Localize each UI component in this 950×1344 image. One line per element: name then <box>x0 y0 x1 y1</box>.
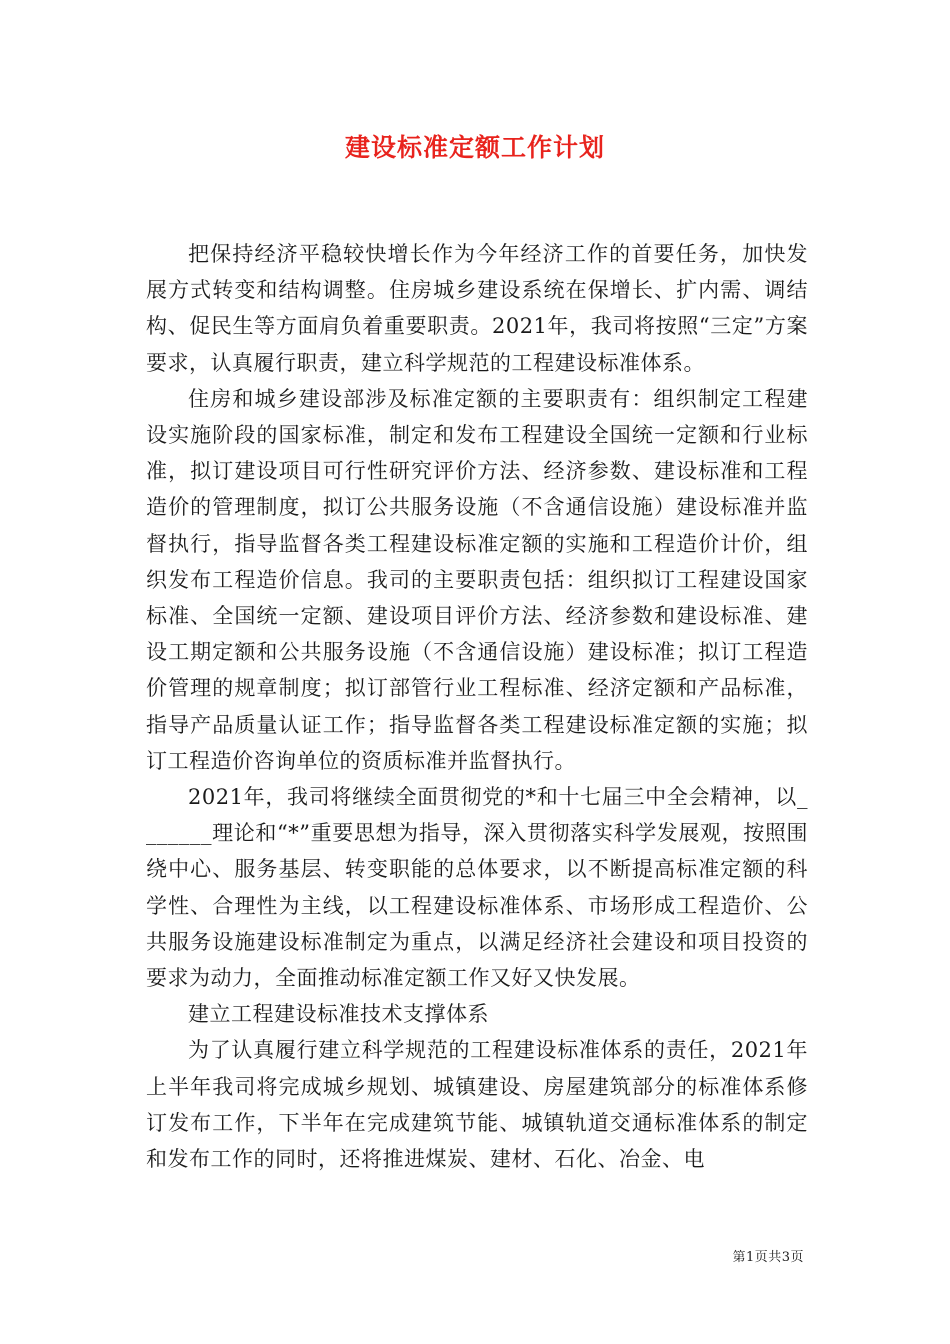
document-body <box>146 236 808 1177</box>
paragraph-4: 为了认真履行建立科学规范的工程建设标准体系的责任，2021年上半年我司将完成城乡规划、城镇建设、房屋建筑部分的标准体系修订发布工作，下半年在完成建筑节能、城镇轨道交通标准体系的制定和发布工作的同时，还将推进煤炭、建材、石化、冶金、电 <box>146 1038 808 1172</box>
document-title: 建设标准定额工作计划 <box>344 133 605 162</box>
paragraph-2: 住房和城乡建设部涉及标准定额的主要职责有：组织制定工程建设实施阶段的国家标准，制定和发布工程建设全国统一定额和行业标准，拟订建设项目可行性研究评价方法、经济参数、建设标准和工程造价的管理制度，拟订公共服务设施（不含通信设施）建设标准并监督执行，指导监督各类工程建设标准定额的实施和工程造价计价，组织发布工程造价信息。我司的主要职责包括：组织拟订工程建设国家标准、全国统一定额、建设项目评价方法、经济参数和建设标准、建设工期定额和公共服务设施（不含通信设施）建设标准；拟订工程造价管理的规章制度；拟订部管行业工程标准、经济定额和产品标准，指导产品质量认证工作；指导监督各类工程建设标准定额的实施；拟订工程造价咨询单位的资质标准并监督执行。 <box>146 386 808 773</box>
page-number-footer: 第1页共3页 <box>732 1250 804 1265</box>
section-heading: 建立工程建设标准技术支撑体系 <box>188 1002 489 1027</box>
paragraph-3: 2021年，我司将继续全面贯彻党的*和十七届三中全会精神，以_______理论和“*”重要思想为指导，深入贯彻落实科学发展观，按照围绕中心、服务基层、转变职能的总体要求，以不断提高标准定额的科学性、合理性为主线，以工程建设标准体系、市场形成工程造价、公共服务设施建设标准制定为重点，以满足经济社会建设和项目投资的要求为动力，全面推动标准定额工作又好又快发展。 <box>146 785 808 991</box>
paragraph-1: 把保持经济平稳较快增长作为今年经济工作的首要任务，加快发展方式转变和结构调整。住房城乡建设系统在保增长、扩内需、调结构、促民生等方面肩负着重要职责。2021年，我司将按照“三定”方案要求，认真履行职责，建立科学规范的工程建设标准体系。 <box>146 242 808 375</box>
